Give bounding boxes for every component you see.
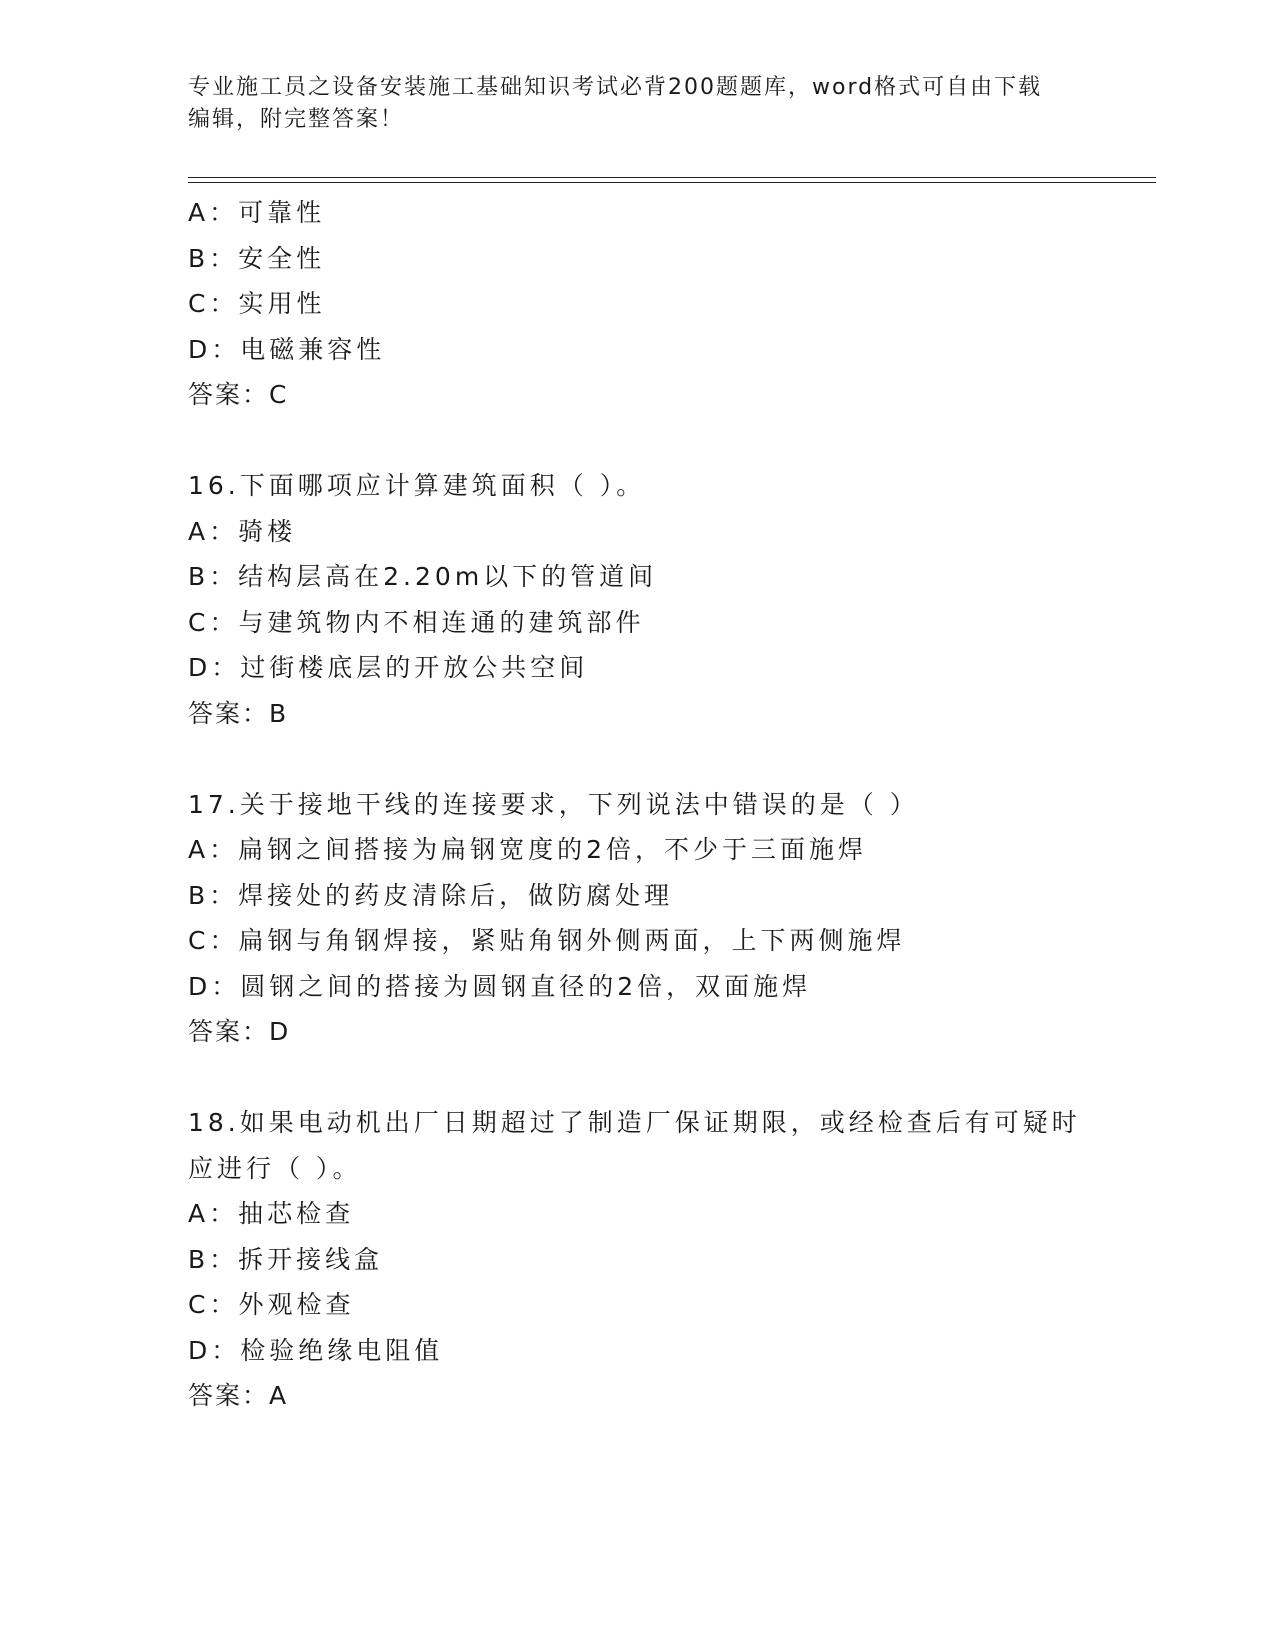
header-line-1: 专业施工员之设备安装施工基础知识考试必背200题题库，word格式可自由下载	[188, 75, 1043, 100]
answer-label: 答案：D	[188, 1017, 291, 1046]
question-text-line-1: 18.如果电动机出厂日期超过了制造厂保证期限，或经检查后有可疑时	[188, 1108, 1081, 1137]
spacer	[188, 736, 1148, 782]
question-text-line-2: 应进行（ ）。	[188, 1153, 362, 1183]
option-b: B：结构层高在2.20m以下的管道间	[188, 562, 658, 591]
option-a: A：骑楼	[188, 516, 297, 546]
question-18-block	[188, 1100, 1148, 1419]
option-b: B：安全性	[188, 243, 326, 273]
option-c: C：实用性	[188, 289, 326, 318]
header-divider-top	[188, 177, 1156, 178]
option-d: D：过街楼底层的开放公共空间	[188, 653, 589, 682]
header-line-2: 编辑，附完整答案！	[188, 107, 405, 132]
option-d: D：电磁兼容性	[188, 334, 386, 364]
question-text: 16.下面哪项应计算建筑面积（ ）。	[188, 471, 646, 500]
option-d: D：检验绝缘电阻值	[188, 1335, 444, 1365]
question-17-block	[188, 782, 1148, 1055]
header-divider-bottom	[188, 182, 1156, 183]
question-text: 17.关于接地干线的连接要求，下列说法中错误的是（ ）	[188, 789, 919, 819]
option-a: A：抽芯检查	[188, 1199, 355, 1228]
option-c: C：外观检查	[188, 1290, 355, 1319]
option-b: B：拆开接线盒	[188, 1244, 384, 1274]
question-content	[188, 190, 1148, 1419]
question-15-block	[188, 190, 1148, 418]
option-c: C：扁钢与角钢焊接，紧贴角钢外侧两面，上下两侧施焊	[188, 926, 906, 955]
option-a: A：可靠性	[188, 198, 326, 227]
option-d: D：圆钢之间的搭接为圆钢直径的2倍，双面施焊	[188, 971, 812, 1001]
answer-label: 答案：A	[188, 1381, 289, 1410]
option-b: B：焊接处的药皮清除后，做防腐处理	[188, 880, 674, 910]
spacer	[188, 418, 1148, 464]
answer-label: 答案：B	[188, 698, 289, 728]
option-c: C：与建筑物内不相连通的建筑部件	[188, 607, 645, 637]
document-header	[188, 72, 1078, 136]
answer-label: 答案：C	[188, 380, 289, 409]
option-a: A：扁钢之间搭接为扁钢宽度的2倍，不少于三面施焊	[188, 835, 868, 864]
question-16-block	[188, 463, 1148, 736]
spacer	[188, 1055, 1148, 1101]
